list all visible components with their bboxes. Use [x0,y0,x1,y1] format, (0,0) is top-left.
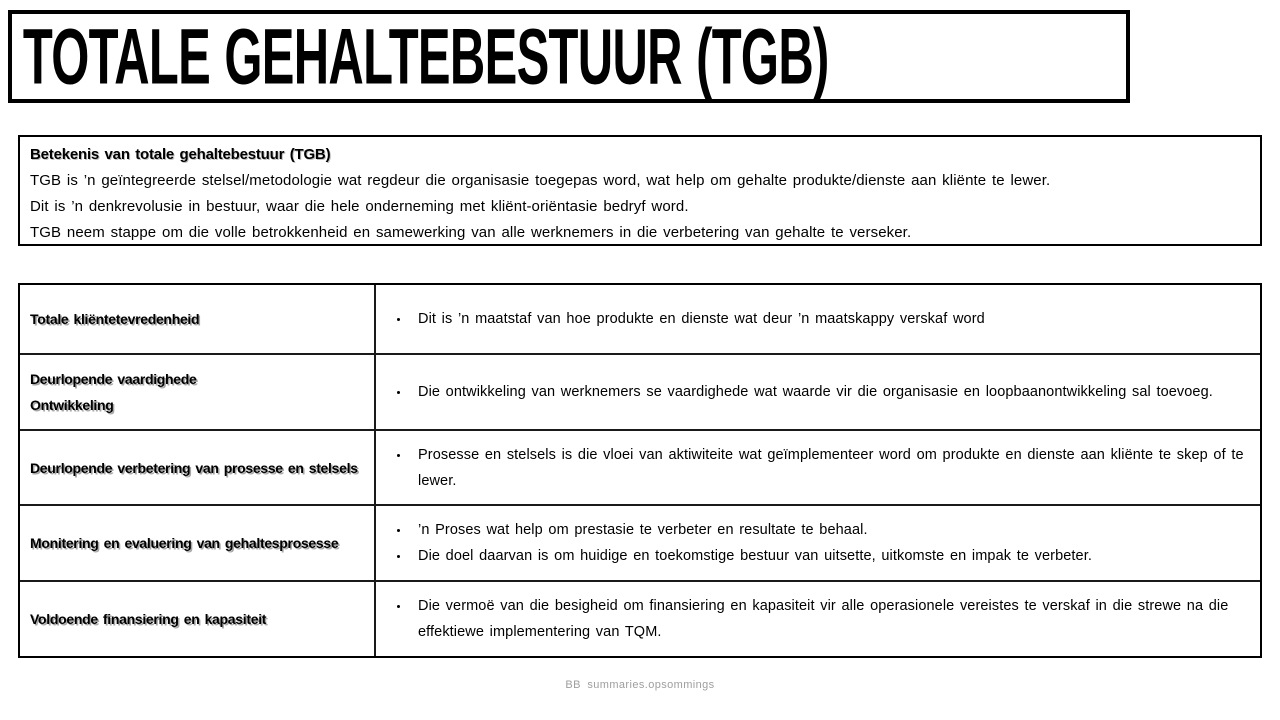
topic-label: Totale kliëntetevredenheid [30,311,200,327]
topic-label: Deurlopende verbetering van prosesse en stelsels [30,459,358,476]
topic-label: Ontwikkeling [30,397,114,413]
row-topic-cell [20,582,376,656]
row-topic-cell [20,285,376,353]
row-topic-cell [20,506,376,580]
bullet-list [376,517,1092,569]
tgb-table [18,283,1262,658]
table-row [20,355,1260,431]
topic-label: Monitering en evaluering van gehaltesprosesse [30,535,339,551]
bullet-list [376,379,1213,405]
table-row [20,582,1260,656]
meaning-line: TGB neem stappe om die volle betrokkenheid en samewerking van alle werknemers in die verbetering van gehalte te verseker. [30,224,912,241]
bullet-list [376,593,1254,645]
bullet-item: • Die ontwikkeling van werknemers se vaardighede wat waarde vir die organisasie en loopbaanontwikkeling sal toevoeg. [410,379,1213,405]
row-topic-cell [20,431,376,504]
bullet-item: • Die doel daarvan is om huidige en toekomstige bestuur van uitsette, uitkomste en impak te verbeter. [410,543,1092,569]
topic-label: Deurlopende vaardighede [30,371,197,387]
row-detail-cell [376,355,1260,429]
page-title: TOTALE GEHALTEBESTUUR (TGB) [22,12,829,101]
topic-label: Voldoende finansiering en kapasiteit [30,611,267,627]
footer-credit: BB summaries.opsommings [565,679,715,691]
bullet-item: • Prosesse en stelsels is die vloei van aktiwiteite wat geïmplementeer word om produkte en dienste aan kliënte te skep of te lewer. [410,442,1254,494]
table-row [20,431,1260,506]
table-row [20,506,1260,582]
meaning-box [18,135,1262,246]
meaning-heading: Betekenis van totale gehaltebestuur (TGB) [30,146,331,163]
row-detail-cell [376,285,1260,353]
meaning-line: Dit is ’n denkrevolusie in bestuur, waar die hele onderneming met kliënt-oriëntasie bedryf word. [30,198,689,215]
table-row [20,285,1260,355]
bullet-item: • ’n Proses wat help om prestasie te verbeter en resultate te behaal. [410,517,1092,543]
row-topic-cell [20,355,376,429]
row-detail-cell [376,506,1260,580]
bullet-list [376,306,985,332]
bullet-item: • Dit is ’n maatstaf van hoe produkte en dienste wat deur ’n maatskappy verskaf word [410,306,985,332]
bullet-item: • Die vermoë van die besigheid om finansiering en kapasiteit vir alle operasionele vereistes te verskaf in die strewe na die effektiewe implementering van TQM. [410,593,1254,645]
bullet-list [376,442,1254,494]
row-detail-cell [376,582,1260,656]
title-box [8,10,1130,103]
row-detail-cell [376,431,1260,504]
meaning-line: TGB is ’n geïntegreerde stelsel/metodologie wat regdeur die organisasie toegepas word, wat help om gehalte produkte/dienste aan kliënte te lewer. [30,172,1051,189]
